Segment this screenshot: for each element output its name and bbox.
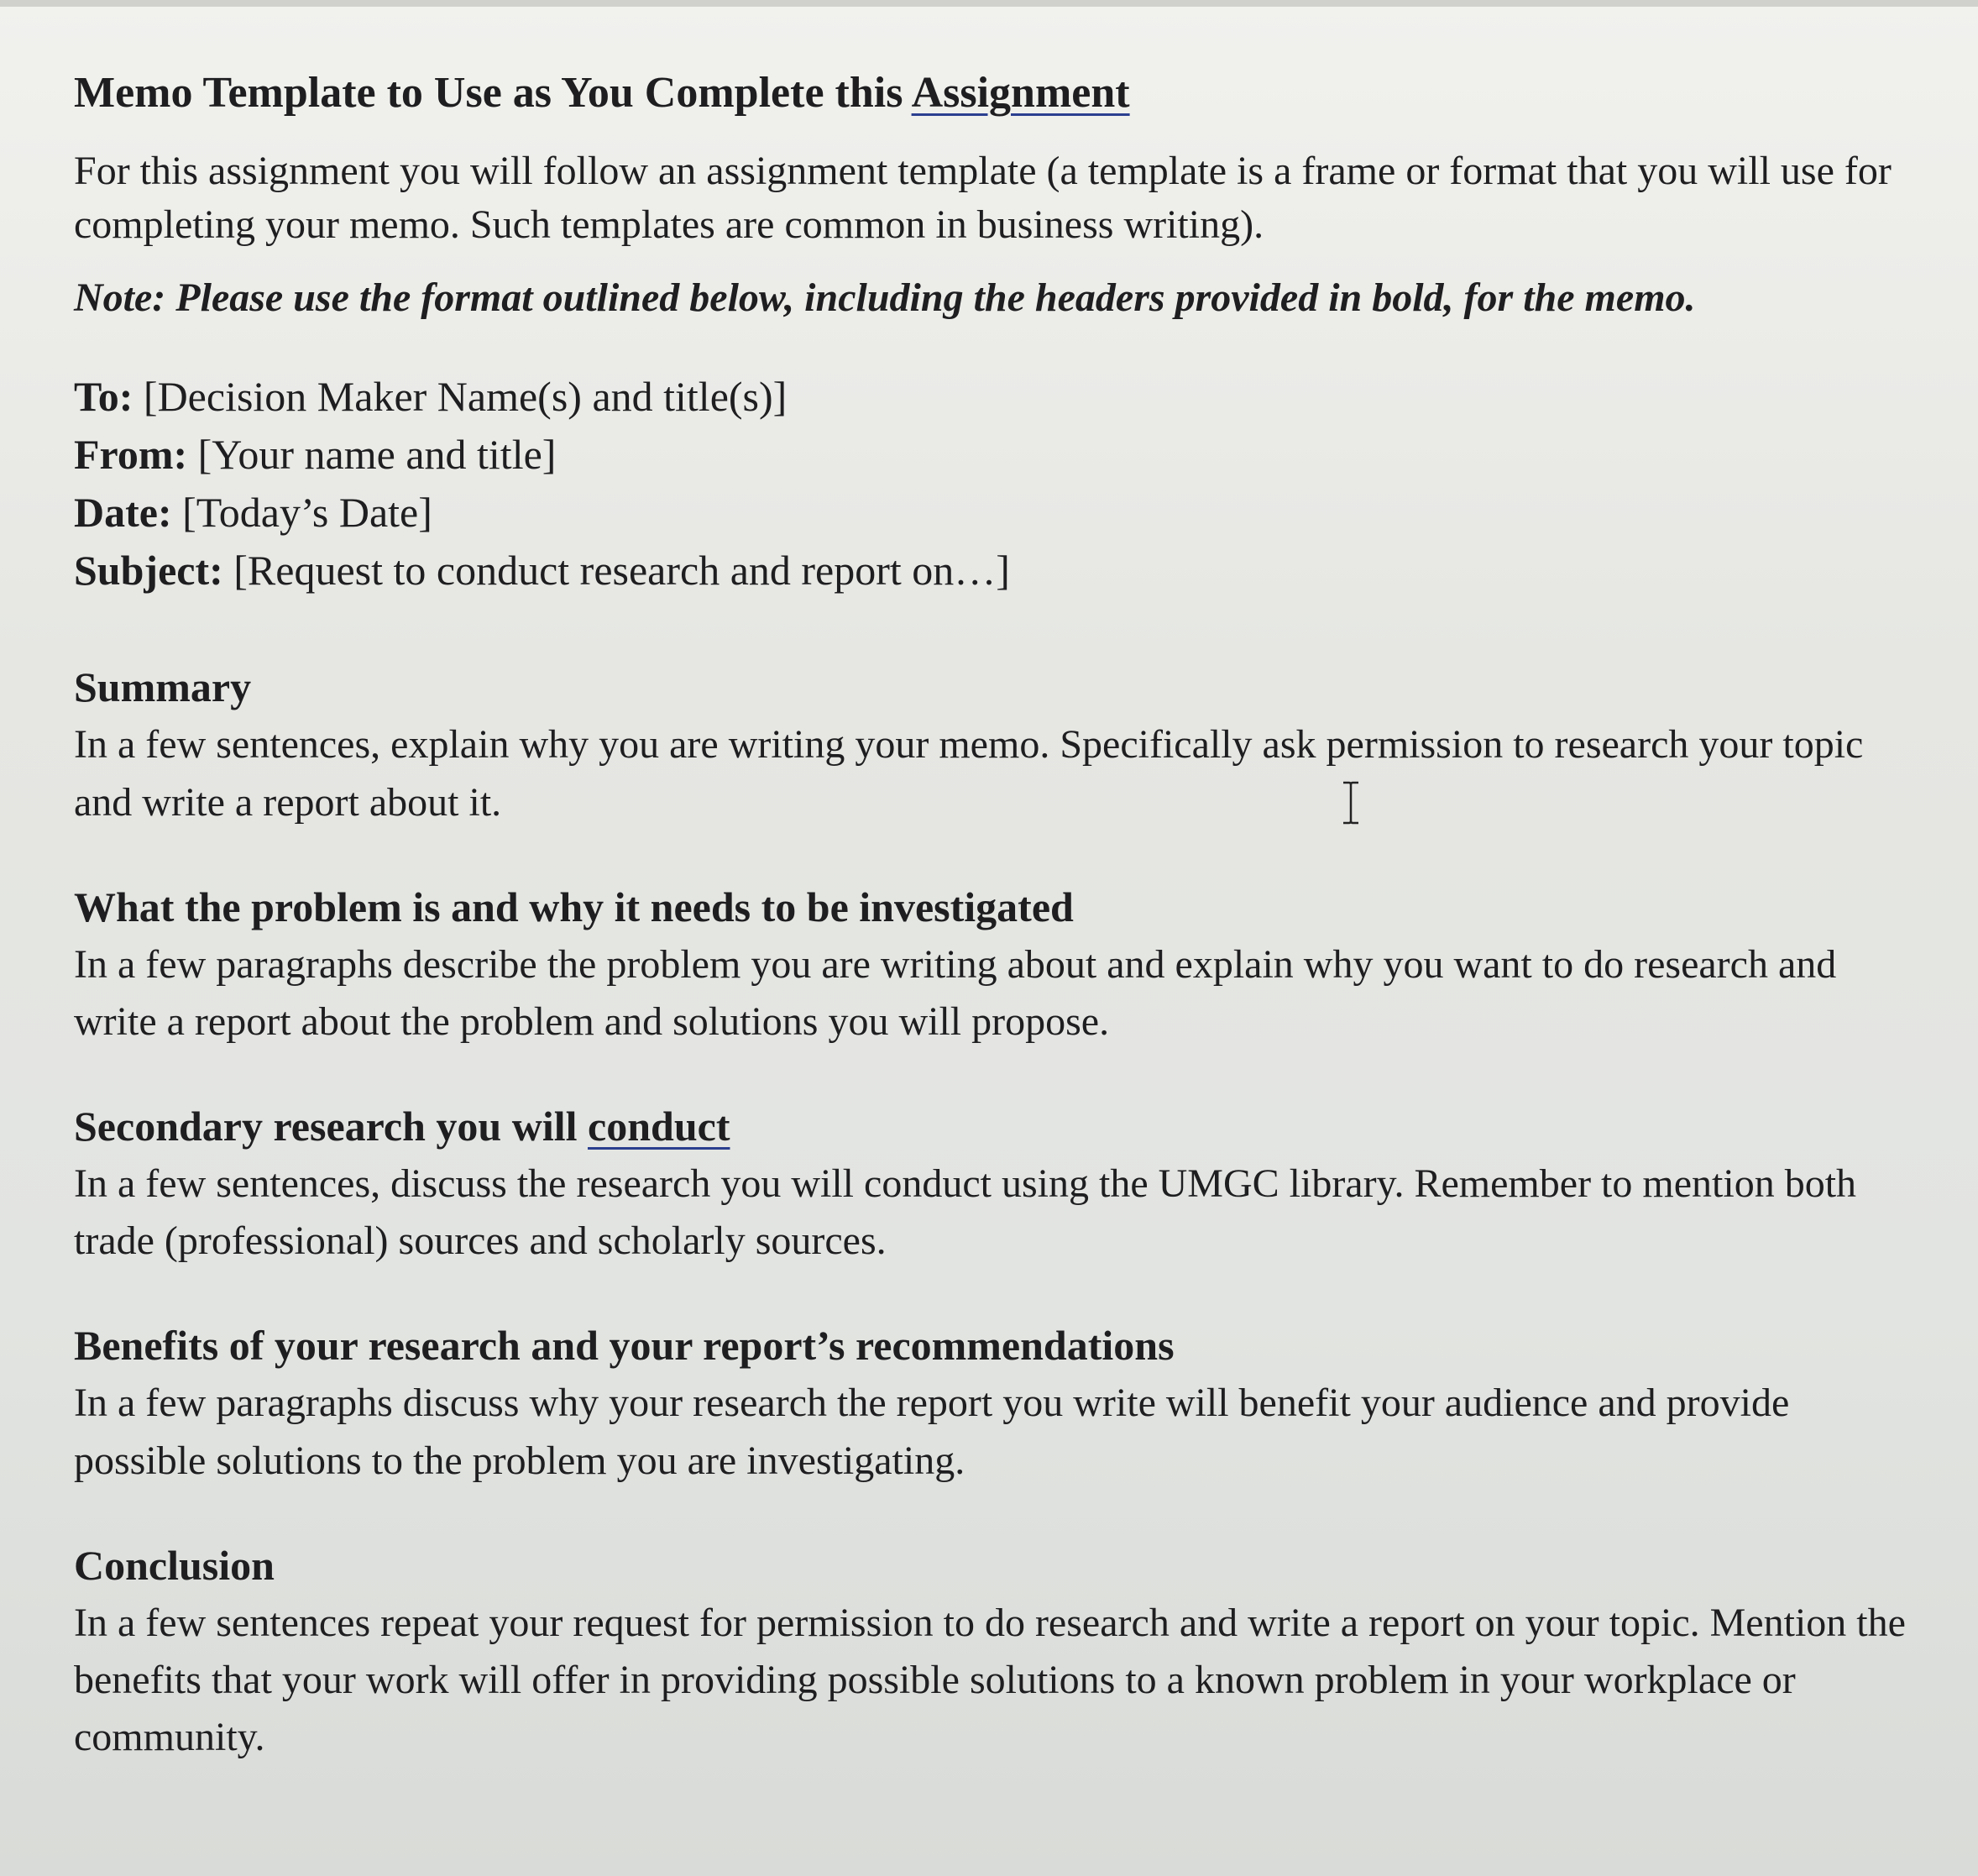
format-note: Note: Please use the format outlined below, including the headers provided in bold, for the memo.	[74, 275, 1696, 321]
research-heading-text: Secondary research you will	[74, 1103, 589, 1150]
memo-subject-label: Subject:	[74, 547, 223, 595]
section-problem	[74, 878, 1911, 1051]
i-beam-cursor-icon	[1342, 781, 1360, 825]
intro-paragraph: For this assignment you will follow an assignment template (a template is a frame or format that you will use for completing your memo. Such templates are common in business writing).	[74, 149, 1892, 247]
title-underlined-word: Assignment	[911, 69, 1130, 117]
section-research	[74, 1098, 1911, 1270]
section-summary	[74, 658, 1911, 831]
benefits-heading: Benefits of your research and your report’s recommendations	[74, 1322, 1175, 1370]
benefits-body: In a few paragraphs discuss why your research the report you write will benefit your audience and provide possible solutions to the problem you are investigating.	[74, 1381, 1790, 1483]
conclusion-heading: Conclusion	[74, 1541, 275, 1589]
document-title	[74, 67, 1911, 119]
research-heading-underlined: conduct	[588, 1103, 730, 1150]
memo-date-label: Date:	[74, 489, 172, 537]
memo-to-line	[74, 368, 1911, 426]
memo-header-block	[74, 368, 1911, 600]
section-benefits	[74, 1317, 1911, 1489]
memo-from-label: From:	[74, 431, 188, 479]
problem-body: In a few paragraphs describe the problem you are writing about and explain why you want to do research and write a report about the problem and solutions you will propose.	[74, 941, 1837, 1044]
summary-body: In a few sentences, explain why you are writing your memo. Specifically ask permission to research your topic and write a report about it.	[74, 722, 1864, 825]
memo-from-line	[74, 426, 1911, 484]
memo-subject-value: [Request to conduct research and report on…]	[222, 547, 1010, 595]
research-body: In a few sentences, discuss the research you will conduct using the UMGC library. Remember to mention both trade (professional) sources and scholarly sources.	[74, 1161, 1857, 1264]
problem-heading: What the problem is and why it needs to be investigated	[74, 883, 1074, 930]
memo-subject-line	[74, 542, 1911, 600]
title-text: Memo Template to Use as You Complete this	[74, 69, 912, 117]
section-conclusion	[74, 1537, 1911, 1766]
research-heading	[74, 1098, 1911, 1155]
memo-to-value: [Decision Maker Name(s) and title(s)]	[133, 373, 788, 421]
summary-heading: Summary	[74, 663, 252, 711]
window-top-edge	[0, 0, 1978, 7]
memo-to-label: To:	[74, 373, 133, 421]
conclusion-body: In a few sentences repeat your request for permission to do research and write a report on your topic. Mention the benefits that your work will offer in providing possible solutions to a known problem in your workplace or community.	[74, 1600, 1906, 1760]
memo-from-value: [Your name and title]	[187, 431, 557, 479]
memo-date-value: [Today’s Date]	[171, 489, 432, 537]
memo-date-line	[74, 484, 1911, 542]
